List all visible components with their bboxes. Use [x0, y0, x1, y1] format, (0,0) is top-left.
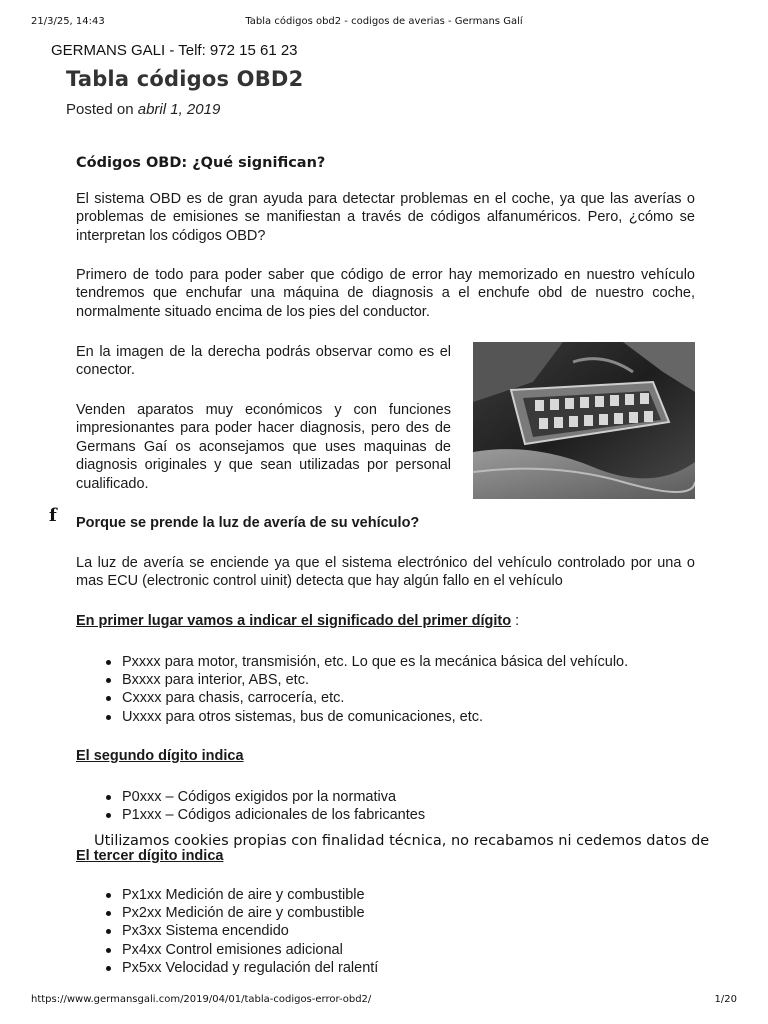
third-digit-heading-text: El tercer dígito indica — [76, 848, 224, 864]
section-heading-first-digit — [76, 612, 695, 630]
obd-connector-photo — [473, 342, 695, 499]
section-heading-second-digit — [76, 747, 695, 765]
list-item: Px5xx Velocidad y regulación del ralentí — [104, 959, 378, 977]
first-digit-list — [104, 653, 628, 726]
list-item: Cxxxx para chasis, carrocería, etc. — [104, 689, 628, 707]
list-item: Px3xx Sistema encendido — [104, 922, 378, 940]
list-item: Px4xx Control emisiones adicional — [104, 941, 378, 959]
print-url[interactable]: https://www.germansgali.com/2019/04/01/tabla-codigos-error-obd2/ — [31, 994, 372, 1005]
list-item: P0xxx – Códigos exigidos por la normativa — [104, 788, 425, 806]
first-digit-heading-text: En primer lugar vamos a indicar el significado del primer dígito — [76, 613, 512, 629]
second-digit-heading-text: El segundo dígito indica — [76, 748, 244, 764]
paragraph-intro: El sistema OBD es de gran ayuda para detectar problemas en el coche, ya que las averías o problemas de emisiones se manifiestan a través de códigos alfanuméricos. Pero, ¿cómo se interpretan los códigos OBD? — [76, 191, 695, 244]
list-item: Px1xx Medición de aire y combustible — [104, 886, 378, 904]
section-heading-obd: Códigos OBD: ¿Qué significan? — [76, 155, 326, 171]
list-item: P1xxx – Códigos adicionales de los fabricantes — [104, 806, 425, 824]
paragraph-ecu: La luz de avería se enciende ya que el sistema electrónico del vehículo controlado por una o mas ECU (electronic control uinit) detecta que hay algún fallo en el vehículo — [76, 555, 695, 590]
print-datetime: 21/3/25, 14:43 — [31, 16, 105, 27]
paragraph-diagnosis: Primero de todo para poder saber que código de error hay memorizado en nuestro vehículo tendremos que enchufar una máquina de diagnosis a el enchufe obd de nuestro coche, normalmente situado encima de los pies del conductor. — [76, 267, 695, 320]
list-item: Uxxxx para otros sistemas, bus de comunicaciones, etc. — [104, 708, 628, 726]
print-page-number: 1/20 — [714, 994, 737, 1005]
print-doc-title: Tabla códigos obd2 - codigos de averias - Germans Galí — [245, 16, 523, 27]
posted-date[interactable]: abril 1, 2019 — [137, 101, 221, 118]
obd-connector-illustration — [473, 342, 695, 499]
second-digit-list — [104, 788, 425, 824]
posted-prefix: Posted on — [66, 101, 134, 118]
site-brand[interactable]: GERMANS GALI - Telf: 972 15 61 23 — [51, 42, 298, 59]
post-meta — [66, 101, 220, 118]
section-heading-third-digit — [76, 847, 695, 865]
facebook-icon[interactable]: f — [49, 505, 57, 526]
list-item: Px2xx Medición de aire y combustible — [104, 904, 378, 922]
third-digit-list — [104, 886, 378, 977]
paragraph-image-ref: En la imagen de la derecha podrás observar como es el conector. — [76, 344, 451, 379]
heading-colon: : — [511, 613, 520, 629]
post-title: Tabla códigos OBD2 — [66, 67, 304, 91]
section-heading-light: Porque se prende la luz de avería de su vehículo? — [76, 515, 420, 531]
cookie-notice: Utilizamos cookies propias con finalidad técnica, no recabamos ni cedemos datos de — [94, 833, 710, 849]
list-item: Bxxxx para interior, ABS, etc. — [104, 671, 628, 689]
paragraph-advice: Venden aparatos muy económicos y con funciones impresionantes para poder hacer diagnosis, pero des de Germans Gaí os aconsejamos que uses maquinas de diagnosis originales y que sean utilizadas por personal cualificado. — [76, 402, 451, 492]
list-item: Pxxxx para motor, transmisión, etc. Lo que es la mecánica básica del vehículo. — [104, 653, 628, 671]
